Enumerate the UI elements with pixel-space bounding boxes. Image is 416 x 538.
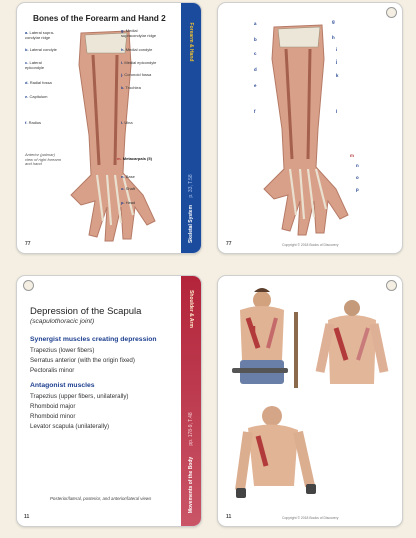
letter-o: o	[356, 175, 359, 180]
letter-n: n	[356, 163, 359, 168]
label-l: l. Ulna	[121, 120, 133, 125]
tab-label: Movements of the Body	[188, 456, 194, 514]
synergist-item: Pectoralis minor	[30, 367, 75, 374]
label-e: e. Capitulum	[25, 94, 48, 99]
label-p: p. Head	[121, 200, 136, 205]
letter-i: i	[336, 47, 338, 52]
synergist-heading: Synergist muscles creating depression	[30, 336, 157, 343]
letter-h: h	[332, 35, 335, 40]
views-note: Posterior/lateral, posterior, and anterior/lateral views	[50, 496, 152, 501]
ring-hole	[23, 280, 34, 291]
antagonist-item: Trapezius (upper fibers, unilaterally)	[30, 393, 129, 400]
tab-top-label: Shoulder & Arm	[188, 290, 194, 328]
card-subtitle: (scapulothoracic joint)	[30, 318, 95, 325]
page-number: 11	[24, 514, 30, 520]
label-k: k. Trochlea	[121, 85, 141, 90]
letter-d: d	[254, 67, 257, 72]
label-m: m. Metacarpals (5)	[117, 156, 152, 161]
tab-label: Skeletal System	[188, 204, 194, 244]
letter-g: g	[332, 19, 335, 24]
copyright: Copyright © 2018 Books of Discovery	[282, 516, 339, 520]
label-d: d. Radial fossa	[25, 80, 52, 85]
label-f: f. Radius	[25, 120, 42, 125]
page-number: 77	[25, 241, 31, 247]
label-b: b. Lateral condyle	[25, 47, 57, 52]
label-i: i. Medial epicondyle	[121, 60, 157, 65]
letter-a: a	[254, 21, 257, 26]
flashcard-bones-back[interactable]	[217, 2, 403, 254]
letter-b: b	[254, 37, 257, 42]
category-tab	[181, 276, 201, 526]
label-c: c. Lateral epicondyle	[25, 60, 45, 70]
antagonist-heading: Antagonist muscles	[30, 382, 95, 389]
flashcard-bones-front[interactable]	[16, 2, 202, 254]
card-title: Bones of the Forearm and Hand 2	[33, 13, 166, 23]
synergist-item: Serratus anterior (with the origin fixed)	[30, 357, 135, 364]
letter-p: p	[356, 187, 359, 192]
label-h: h. Medial condyle	[121, 47, 153, 52]
antagonist-item: Levator scapula (unilaterally)	[30, 423, 110, 430]
view-caption: Anterior (palmar) view of right forearm and hand	[25, 152, 62, 167]
shoulder-figures-illustration	[218, 276, 402, 526]
synergist-item: Trapezius (lower fibers)	[30, 347, 95, 354]
label-o: o. Shaft	[121, 186, 136, 191]
label-n: n. Base	[121, 174, 135, 179]
tab-sub-label: p. 33, T.58	[188, 174, 194, 198]
ring-hole	[386, 7, 397, 18]
tab-sub-label: pp. 178-9, T.48	[188, 412, 194, 446]
label-g: g. Medial supracondylar ridge	[121, 28, 157, 38]
letter-c: c	[254, 51, 257, 56]
label-a: a. Lateral supra- condylar ridge	[25, 30, 55, 40]
letter-l: l	[336, 109, 338, 114]
category-tab	[181, 3, 201, 253]
forearm-hand-illustration	[244, 19, 374, 241]
flashcard-movement-back[interactable]	[217, 275, 403, 527]
antagonist-item: Rhomboid minor	[30, 413, 76, 420]
label-j: j. Coronoid fossa	[121, 72, 152, 77]
page-number: 11	[226, 514, 232, 520]
tab-top-label: Forearm & Hand	[188, 22, 194, 62]
copyright: Copyright © 2018 Books of Discovery	[282, 243, 339, 247]
antagonist-item: Rhomboid major	[30, 403, 76, 410]
letter-j: j	[336, 59, 338, 64]
letter-f: f	[254, 109, 256, 114]
forearm-hand-illustration	[51, 25, 181, 247]
letter-k: k	[336, 73, 339, 78]
card-title: Depression of the Scapula	[30, 306, 142, 317]
letter-m: m	[350, 153, 354, 158]
page-number: 77	[226, 241, 232, 247]
letter-e: e	[254, 83, 257, 88]
